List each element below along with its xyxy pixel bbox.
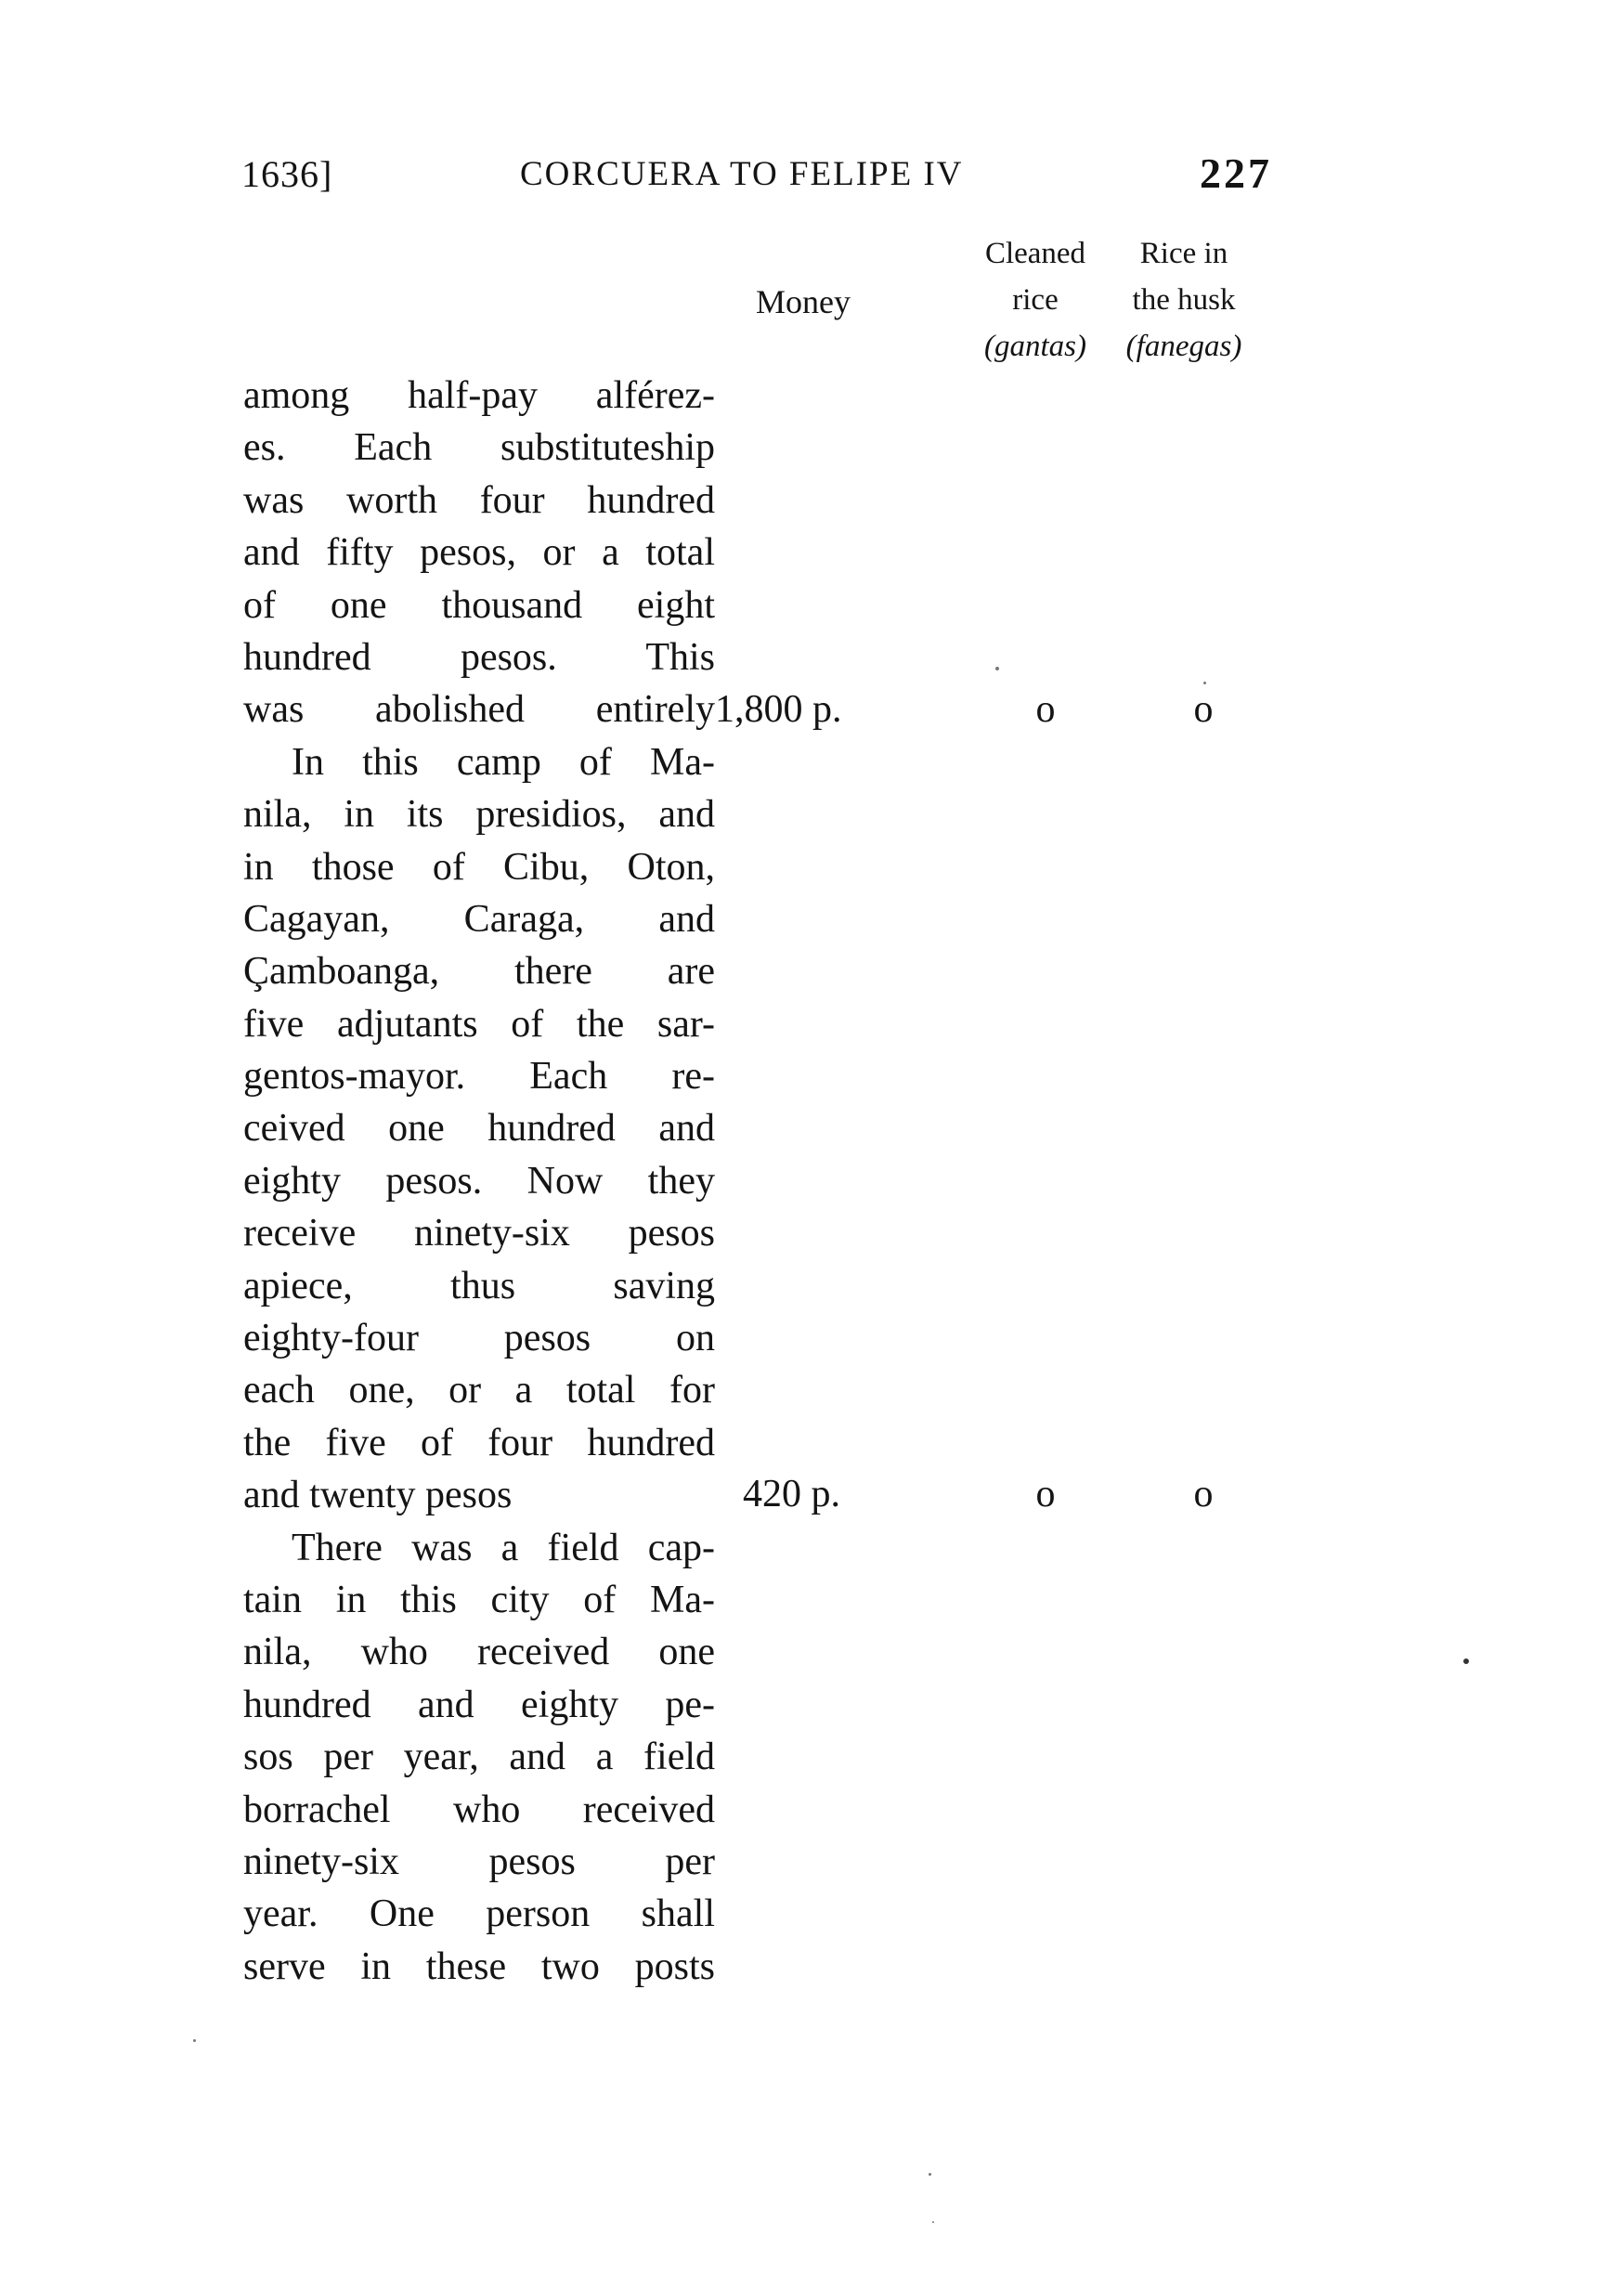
scan-speck xyxy=(1463,1658,1469,1664)
scan-speck xyxy=(193,2039,196,2042)
body-text-column xyxy=(243,370,715,1993)
running-header xyxy=(241,149,1272,201)
text-line: hundred pesos. This xyxy=(243,635,715,679)
text-line: nila, in its presidios, and xyxy=(243,793,715,837)
text-line: ninety-six pesos per xyxy=(243,1840,715,1883)
header-title: CORCUERA TO FELIPE IV xyxy=(520,155,964,193)
entry-money-value: 420 p. xyxy=(743,1473,840,1515)
text-line: among half-pay alférez- xyxy=(243,374,715,417)
text-line: In this camp of Ma- xyxy=(292,740,715,784)
header-year: 1636] xyxy=(241,153,333,195)
text-line: was abolished entirely xyxy=(243,688,715,732)
rice-in-husk-heading-line1: Rice in xyxy=(1139,237,1228,270)
text-line: receive ninety-six pesos xyxy=(243,1212,715,1255)
rice-in-husk-heading-unit: (fanegas) xyxy=(1125,330,1242,363)
text-line: There was a field cap- xyxy=(292,1526,715,1569)
text-line: sos per year, and a field xyxy=(243,1736,715,1779)
column-heading-money xyxy=(734,279,873,325)
cleaned-rice-heading-line1: Cleaned xyxy=(984,237,1086,270)
text-line: borrachel who received xyxy=(243,1788,715,1831)
entry-cleaned-rice-value: o xyxy=(1035,1473,1056,1515)
text-line: was worth four hundred xyxy=(243,478,715,522)
cleaned-rice-heading-line2: rice xyxy=(1012,283,1059,317)
text-line: each one, or a total for xyxy=(243,1369,715,1412)
text-line: es. Each substituteship xyxy=(243,426,715,470)
text-line: nila, who received one xyxy=(243,1631,715,1674)
text-line: and fifty pesos, or a total xyxy=(243,531,715,575)
text-line: eighty-four pesos on xyxy=(243,1317,715,1360)
text-line: the five of four hundred xyxy=(243,1421,715,1464)
text-line: year. One person shall xyxy=(243,1892,715,1936)
scan-speck xyxy=(929,2173,931,2176)
text-line: hundred and eighty pe- xyxy=(243,1683,715,1726)
entry-money-value: 1,800 p. xyxy=(715,688,842,731)
text-line: five adjutants of the sar- xyxy=(243,1002,715,1046)
entry-paragraph xyxy=(243,370,715,736)
entry-cleaned-rice-value: o xyxy=(1035,688,1056,731)
text-line: eighty pesos. Now they xyxy=(243,1159,715,1203)
text-line: tain in this city of Ma- xyxy=(243,1578,715,1621)
entry-rice-in-husk-value: o xyxy=(1193,1473,1214,1515)
rice-in-husk-heading-line2: the husk xyxy=(1132,283,1236,317)
text-line: ceived one hundred and xyxy=(243,1107,715,1151)
text-line: gentos-mayor. Each re- xyxy=(243,1055,715,1099)
entry-rice-in-husk-value: o xyxy=(1193,688,1214,731)
text-line: in those of Cibu, Oton, xyxy=(243,845,715,889)
scan-speck xyxy=(1203,682,1206,684)
text-line: serve in these two posts xyxy=(243,1944,715,1988)
text-line: Çamboanga, there are xyxy=(243,950,715,994)
text-line: and twenty pesos xyxy=(243,1474,513,1517)
entry-paragraph xyxy=(243,1522,715,1994)
entry-paragraph xyxy=(243,736,715,1522)
scan-speck xyxy=(995,667,999,670)
cleaned-rice-heading-unit: (gantas) xyxy=(984,330,1086,363)
text-line: Cagayan, Caraga, and xyxy=(243,897,715,941)
column-heading-cleaned-rice xyxy=(956,230,1114,370)
scan-speck xyxy=(932,2221,934,2223)
column-heading-rice-in-husk xyxy=(1105,230,1263,370)
page-number: 227 xyxy=(1200,150,1272,197)
text-line: of one thousand eight xyxy=(243,583,715,627)
text-line: apiece, thus saving xyxy=(243,1264,715,1307)
money-heading-label: Money xyxy=(756,283,851,320)
